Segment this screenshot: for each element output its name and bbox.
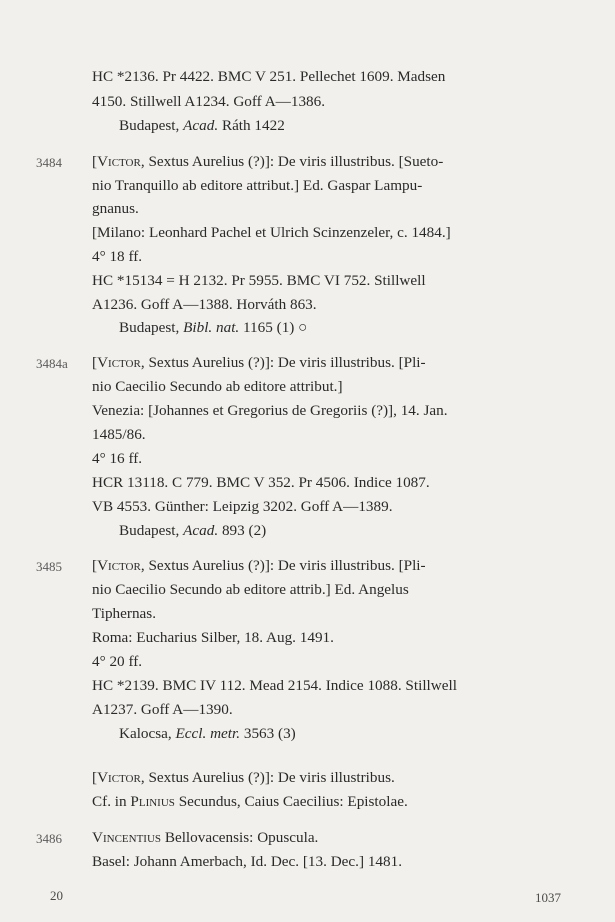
- entry-heading: [92, 828, 318, 848]
- imprint-line: 1485/86.: [92, 426, 146, 443]
- location-line: [119, 724, 296, 744]
- entry-line: HC *2136. Pr 4422. BMC V 251. Pellechet 1609. Madsen: [92, 68, 446, 85]
- bracket: [: [92, 354, 98, 371]
- title-text: , Sextus Aurelius (?)]: De viris illustribus.: [140, 769, 395, 786]
- location-institution: Acad.: [183, 522, 219, 539]
- cross-reference-line: [92, 792, 408, 812]
- entry-number: 3484a: [36, 356, 68, 371]
- signature-mark: 20: [50, 888, 63, 903]
- entry-heading: [92, 152, 443, 172]
- location-institution: Eccl. metr.: [175, 725, 241, 742]
- title-text: , Sextus Aurelius (?)]: De viris illustribus. [Pli-: [140, 354, 426, 371]
- entry-line: nio Tranquillo ab editore attribut.] Ed. Gaspar Lampu-: [92, 177, 423, 194]
- reference-line: VB 4553. Günther: Leipzig 3202. Goff A—1389.: [92, 498, 393, 515]
- entry-line: 4150. Stillwell A1234. Goff A—1386.: [92, 93, 326, 110]
- author-name: Victor: [97, 354, 141, 371]
- location-city: Budapest,: [119, 522, 180, 539]
- location-line: [119, 318, 307, 338]
- entry-line: nio Caecilio Secundo ab editore attrib.] Ed. Angelus: [92, 581, 409, 598]
- entry-line: Tiphernas.: [92, 605, 156, 622]
- entry-line: gnanus.: [92, 200, 139, 217]
- reference-line: HC *15134 = H 2132. Pr 5955. BMC VI 752. Stillwell: [92, 272, 426, 289]
- bracket: [: [92, 769, 98, 786]
- location-shelfmark: 3563 (3): [243, 725, 296, 742]
- entry-number: 3486: [36, 831, 62, 846]
- author-name: Plinius: [130, 793, 175, 810]
- location-shelfmark: 1165 (1) ○: [243, 319, 308, 336]
- location-line: [119, 116, 285, 136]
- entry-heading: [92, 353, 426, 373]
- location-institution: Acad.: [183, 117, 219, 134]
- imprint-line: Venezia: [Johannes et Gregorius de Gregoriis (?)], 14. Jan.: [92, 402, 448, 419]
- location-shelfmark: Ráth 1422: [221, 117, 285, 134]
- location-shelfmark: 893 (2): [221, 522, 267, 539]
- title-text: Bellovacensis: Opuscula.: [161, 829, 319, 846]
- imprint-line: Basel: Johann Amerbach, Id. Dec. [13. Dec.] 1481.: [92, 853, 402, 870]
- reference-line: A1236. Goff A—1388. Horváth 863.: [92, 296, 317, 313]
- title-text: , Sextus Aurelius (?)]: De viris illustribus. [Pli-: [140, 557, 426, 574]
- title-text: , Sextus Aurelius (?)]: De viris illustribus. [Sueto-: [140, 153, 444, 170]
- reference-line: HC *2139. BMC IV 112. Mead 2154. Indice 1088. Stillwell: [92, 677, 457, 694]
- entry-line: nio Caecilio Secundo ab editore attribut.]: [92, 378, 343, 395]
- location-city: Budapest,: [119, 117, 180, 134]
- bracket: [: [92, 153, 98, 170]
- format-line: 4° 16 ff.: [92, 450, 143, 467]
- format-line: 4° 18 ff.: [92, 248, 143, 265]
- cross-reference-heading: [92, 768, 395, 788]
- reference-line: HCR 13118. C 779. BMC V 352. Pr 4506. Indice 1087.: [92, 474, 430, 491]
- author-name: Victor: [97, 153, 141, 170]
- title-text: Secundus, Caius Caecilius: Epistolae.: [174, 793, 408, 810]
- format-line: 4° 20 ff.: [92, 653, 143, 670]
- reference-line: A1237. Goff A—1390.: [92, 701, 233, 718]
- location-city: Kalocsa,: [119, 725, 172, 742]
- location-line: [119, 521, 266, 541]
- page-number: 1037: [535, 890, 561, 905]
- author-name: Victor: [97, 557, 141, 574]
- entry-heading: [92, 556, 426, 576]
- entry-number: 3484: [36, 155, 62, 170]
- imprint-line: [Milano: Leonhard Pachel et Ulrich Scinzenzeler, c. 1484.]: [92, 224, 451, 241]
- author-name: Vincentius: [92, 829, 162, 846]
- location-city: Budapest,: [119, 319, 180, 336]
- imprint-line: Roma: Eucharius Silber, 18. Aug. 1491.: [92, 629, 334, 646]
- see-text: Cf. in: [92, 793, 131, 810]
- entry-number: 3485: [36, 559, 62, 574]
- location-institution: Bibl. nat.: [183, 319, 240, 336]
- bracket: [: [92, 557, 98, 574]
- author-name: Victor: [97, 769, 141, 786]
